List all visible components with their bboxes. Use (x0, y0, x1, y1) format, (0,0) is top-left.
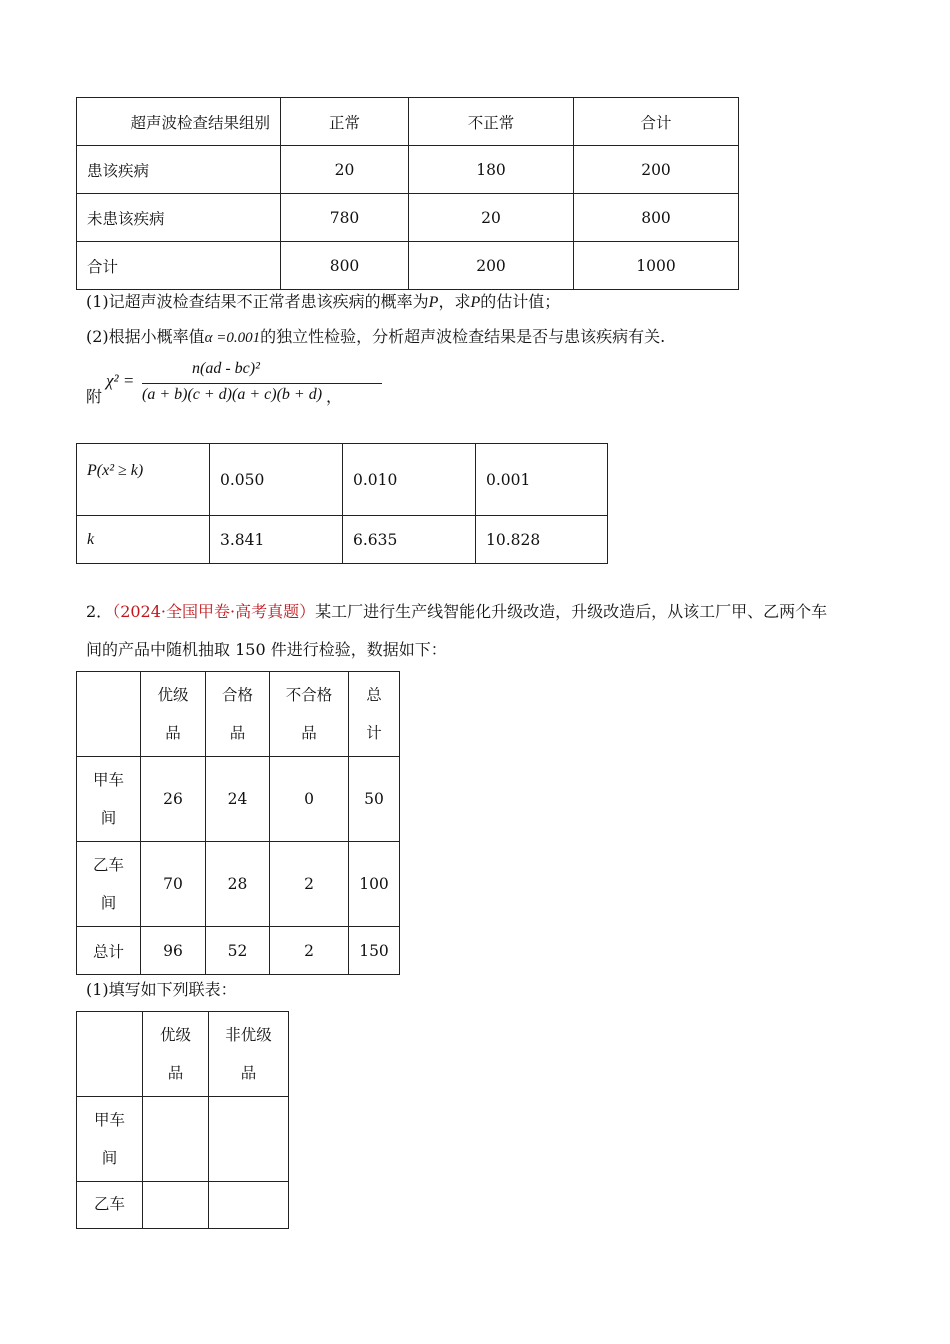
row-label: 未患该疾病 (77, 194, 281, 242)
table-cell: 26 (141, 757, 206, 842)
table-cell: 2 (270, 927, 349, 975)
table-row (77, 194, 739, 242)
problem-source: （2024·全国甲卷·高考真题） (112, 602, 316, 621)
table-cell: 2 (270, 842, 349, 927)
fraction-bar (142, 383, 382, 384)
table-cell: 20 (281, 146, 409, 194)
table-row (77, 444, 608, 516)
problem-2-question-1 (86, 979, 237, 1001)
formula-prefix: 附 (86, 387, 103, 406)
question-text: ，求 (438, 292, 471, 311)
header-cell: 不正常 (409, 98, 574, 146)
table-cell: 70 (141, 842, 206, 927)
header-cell: 不合格 品 (270, 672, 349, 757)
table-header-row (77, 98, 739, 146)
blank-contingency-table (76, 1011, 289, 1229)
table-row (77, 242, 739, 290)
table-cell: 20 (409, 194, 574, 242)
empty-answer-cell[interactable] (143, 1097, 209, 1182)
header-cell: 非优级 品 (209, 1012, 289, 1097)
problem-2-line-2 (86, 639, 447, 661)
row-label: P(x² ≥ k) (77, 444, 210, 516)
table-row (77, 146, 739, 194)
table-cell: 800 (281, 242, 409, 290)
table-row (77, 842, 400, 927)
row-label: 合计 (77, 242, 281, 290)
table-cell: 100 (349, 842, 400, 927)
header-cell: 总 计 (349, 672, 400, 757)
question-text: 的独立性检验，分析超声波检查结果是否与患该疾病有关. (260, 327, 666, 346)
header-cell: 超声波检查结果组别 (77, 98, 281, 146)
question-1 (86, 291, 560, 314)
table-cell: 28 (206, 842, 270, 927)
header-cell (77, 1012, 143, 1097)
question-text: (2)根据小概率值 (86, 327, 205, 346)
header-cell: 优级 品 (143, 1012, 209, 1097)
row-label: 乙车 (77, 1182, 143, 1229)
table-cell: 52 (206, 927, 270, 975)
question-text: 的估计值； (480, 292, 561, 311)
row-label: 乙车 间 (77, 842, 141, 927)
formula-numerator: n(ad - bc)² (192, 360, 260, 377)
question-text: (1)填写如下列联表： (86, 980, 237, 999)
table-cell: 800 (574, 194, 739, 242)
contingency-table-ultrasound (76, 97, 739, 290)
variable-p: P (470, 294, 481, 311)
table-cell: 180 (409, 146, 574, 194)
row-label: k (77, 516, 210, 564)
table-row (77, 1097, 289, 1182)
table-cell: 50 (349, 757, 400, 842)
table-cell: 150 (349, 927, 400, 975)
factory-data-table (76, 671, 400, 975)
alpha-value: α =0.001 (204, 330, 261, 346)
problem-2-line-1 (86, 601, 827, 623)
table-cell: 0.001 (476, 444, 608, 516)
table-cell: 0 (270, 757, 349, 842)
header-cell: 合计 (574, 98, 739, 146)
table-header-row (77, 672, 400, 757)
formula-lhs: χ² = (106, 371, 135, 390)
table-row (77, 927, 400, 975)
empty-answer-cell[interactable] (209, 1097, 289, 1182)
table-cell: 0.010 (343, 444, 476, 516)
table-cell: 200 (574, 146, 739, 194)
table-row (77, 757, 400, 842)
row-label: 患该疾病 (77, 146, 281, 194)
variable-p: P (428, 294, 439, 311)
header-cell: 合格 品 (206, 672, 270, 757)
table-cell: 780 (281, 194, 409, 242)
table-cell: 24 (206, 757, 270, 842)
problem-text: 间的产品中随机抽取 150 件进行检验，数据如下： (86, 640, 447, 659)
question-2 (86, 326, 665, 349)
table-cell: 0.050 (210, 444, 343, 516)
header-cell: 优级 品 (141, 672, 206, 757)
table-cell: 96 (141, 927, 206, 975)
header-cell (77, 672, 141, 757)
table-cell: 200 (409, 242, 574, 290)
empty-answer-cell[interactable] (143, 1182, 209, 1229)
table-header-row (77, 1012, 289, 1097)
question-text: (1)记超声波检查结果不正常者患该疾病的概率为 (86, 292, 429, 311)
formula-suffix: ， (326, 387, 343, 406)
problem-text: 某工厂进行生产线智能化升级改造，升级改造后，从该工厂甲、乙两个车 (315, 602, 828, 621)
table-cell: 3.841 (210, 516, 343, 564)
row-label: 甲车 间 (77, 1097, 143, 1182)
table-cell: 1000 (574, 242, 739, 290)
formula-denominator: (a + b)(c + d)(a + c)(b + d) (142, 386, 323, 403)
row-label: 甲车 间 (77, 757, 141, 842)
table-row (77, 516, 608, 564)
table-row (77, 1182, 289, 1229)
critical-value-table (76, 443, 608, 564)
problem-number: 2． (86, 602, 113, 621)
header-cell: 正常 (281, 98, 409, 146)
chi-square-formula (86, 360, 386, 410)
row-label: 总计 (77, 927, 141, 975)
table-cell: 6.635 (343, 516, 476, 564)
empty-answer-cell[interactable] (209, 1182, 289, 1229)
table-cell: 10.828 (476, 516, 608, 564)
